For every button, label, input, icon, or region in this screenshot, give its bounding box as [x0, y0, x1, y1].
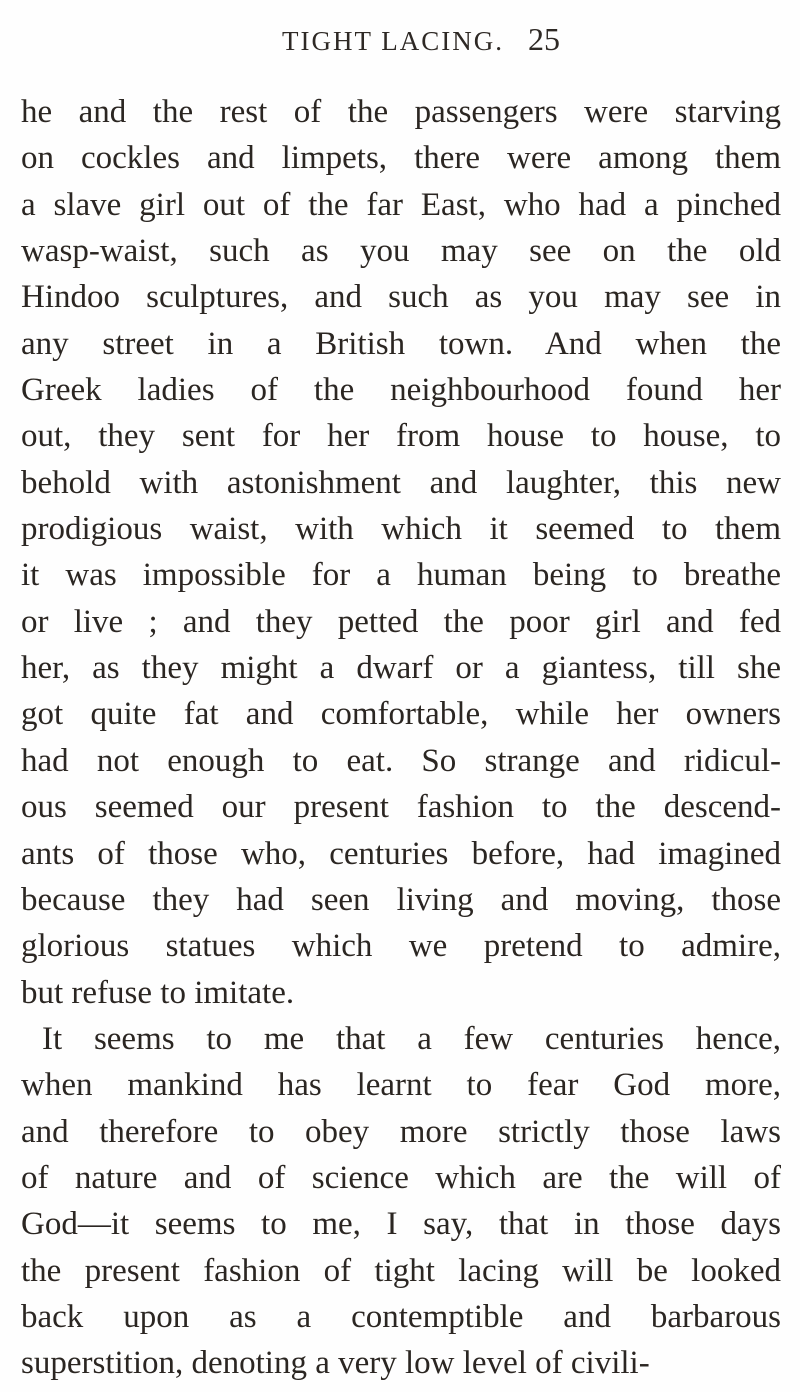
- text-line: he and the rest of the passengers were starving: [21, 94, 781, 130]
- text-line: and therefore to obey more strictly those laws: [21, 1113, 781, 1150]
- text-line: when mankind has learnt to fear God more,: [21, 1067, 781, 1104]
- text-line: any street in a British town. And when the: [21, 325, 781, 362]
- text-line: behold with astonishment and laughter, this new: [21, 464, 781, 501]
- text-line: wasp-waist, such as you may see on the old: [21, 233, 781, 270]
- text-line: ants of those who, centuries before, had imagined: [21, 835, 781, 872]
- paragraph-start-line: It seems to me that a few centuries hence,: [42, 1020, 781, 1057]
- text-line: ous seemed our present fashion to the descend-: [21, 789, 781, 826]
- text-line: the present fashion of tight lacing will be looked: [21, 1252, 781, 1289]
- text-line: a slave girl out of the far East, who had a pinched: [21, 186, 781, 223]
- text-line: out, they sent for her from house to house, to: [21, 418, 781, 455]
- text-line: glorious statues which we pretend to admire,: [21, 928, 781, 965]
- text-line: got quite fat and comfortable, while her owners: [21, 696, 781, 733]
- text-line: or live ; and they petted the poor girl and fed: [21, 603, 781, 640]
- text-line: prodigious waist, with which it seemed to them: [21, 511, 781, 548]
- text-line: superstition, denoting a very low level of civili-: [21, 1345, 650, 1382]
- text-line: God—it seems to me, I say, that in those days: [21, 1206, 781, 1243]
- text-line: on cockles and limpets, there were among them: [21, 140, 781, 177]
- text-line: had not enough to eat. So strange and ridicul-: [21, 742, 781, 779]
- text-line: it was impossible for a human being to breathe: [21, 557, 781, 594]
- text-line: because they had seen living and moving, those: [21, 881, 781, 918]
- page-number: 25: [528, 21, 560, 57]
- text-line: of nature and of science which are the will of: [21, 1159, 781, 1196]
- body-text: [21, 89, 781, 1387]
- text-line: Hindoo sculptures, and such as you may see in: [21, 279, 781, 316]
- text-line: Greek ladies of the neighbourhood found her: [21, 372, 781, 409]
- text-line: her, as they might a dwarf or a giantess, till she: [21, 650, 781, 687]
- paragraph-end-line: but refuse to imitate.: [21, 974, 295, 1011]
- running-title: TIGHT LACING.: [282, 26, 504, 56]
- text-line: back upon as a contemptible and barbarous: [21, 1298, 781, 1335]
